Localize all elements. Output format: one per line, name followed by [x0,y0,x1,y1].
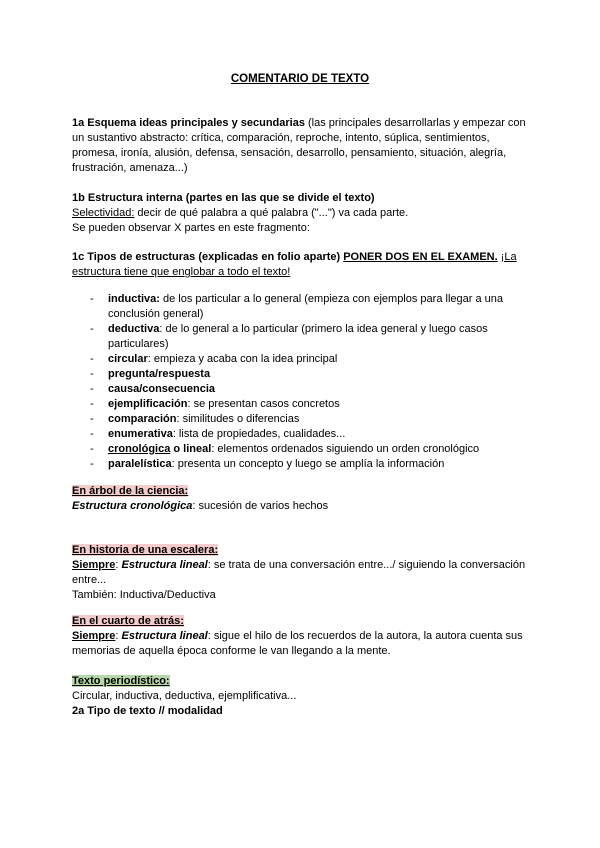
type-desc: : se presentan casos concretos [187,398,340,410]
section-1b [72,191,532,236]
selectividad-text: decir de qué palabra a qué palabra ("...") va cada parte. [134,207,409,219]
section-1a-heading: 1a Esquema ideas principales y secundarias [72,117,305,129]
cuarto-heading: En el cuarto de atrás: [72,615,184,627]
type-desc: : de lo general a lo particular (primero la idea general y luego casos particulares) [108,323,488,350]
type-term: pregunta/respuesta [108,368,211,380]
type-term: enumerativa [108,428,173,440]
section-1c-note: ¡La estructura tiene que englobar a todo el texto! [72,251,517,278]
periodistico-heading: Texto periodístico: [72,675,170,687]
escalera-tambien: También: Inductiva/Deductiva [72,589,216,601]
list-item: - paralelística: presenta un concepto y luego se amplía la información [90,458,445,470]
type-term: ejemplificación [108,398,188,410]
type-term-2: o lineal [170,443,212,455]
selectividad-label: Selectividad: [72,207,135,219]
section-1b-heading: 1b Estructura interna (partes en las que se divide el texto) [72,192,375,204]
colon: : [115,559,122,571]
colon: : [115,630,122,642]
section-2a-heading: 2a Tipo de texto // modalidad [72,705,223,717]
cuarto-label: Estructura lineal [121,630,208,642]
type-desc: : elementos ordenados siguiendo un orden cronológico [211,443,480,455]
type-desc: : similitudes o diferencias [176,413,300,425]
escalera-heading: En historia de una escalera: [72,544,219,556]
arbol-heading: En árbol de la ciencia: [72,485,189,497]
arbol-label: Estructura cronológica [72,500,193,512]
escalera-text: : se trata de una conversación entre.../ siguiendo la conversación entre... [72,559,526,586]
escalera-siempre: Siempre [72,559,116,571]
list-item: - deductiva: de lo general a lo particular (primero la idea general y luego casos particulares) [90,323,488,350]
section-cuarto [72,614,532,659]
type-desc: de los particular a lo general (empieza con ejemplos para llegar a una conclusión general) [108,293,503,320]
section-arbol [72,484,532,514]
section-1c [72,250,532,280]
arbol-text: : sucesión de varios hechos [192,500,329,512]
section-1b-selectividad [72,206,532,221]
type-term: deductiva [108,323,160,335]
list-item: - inductiva: de los particular a lo general (empieza con ejemplos para llegar a una conclusión general) [90,293,503,320]
type-desc: : lista de propiedades, cualidades... [172,428,346,440]
cuarto-siempre: Siempre [72,630,116,642]
type-desc: : presenta un concepto y luego se amplía la información [171,458,445,470]
list-item: - ejemplificación: se presentan casos concretos [90,398,340,410]
section-1b-line3: Se pueden observar X partes en este fragmento: [72,222,310,234]
type-term: circular [108,353,148,365]
type-term: paralelística [108,458,172,470]
section-1a-text: (las principales desarrollarlas y empezar con un sustantivo abstracto: crítica, comparación, reproche, intento, súplica, sentimientos, promesa, ironía, alusión, defensa, sensación, desarrollo, pensamiento, situación, alegría, frustración, amenaza...) [72,117,526,174]
type-term: causa/consecuencia [108,383,216,395]
structure-types-list [72,292,532,472]
periodistico-text: Circular, inductiva, deductiva, ejemplificativa... [72,690,297,702]
section-escalera [72,543,532,603]
section-periodistico [72,674,532,719]
section-1a [72,116,532,176]
type-term: cronológica [108,443,171,455]
page-title: COMENTARIO DE TEXTO [230,73,370,85]
type-term: inductiva: [108,293,160,305]
type-desc: : empieza y acaba con la idea principal [147,353,338,365]
list-item: - enumerativa: lista de propiedades, cualidades... [90,428,346,440]
exam-note: PONER DOS EN EL EXAMEN. [343,251,498,263]
list-item: - pregunta/respuesta [90,368,211,380]
section-1c-heading: 1c Tipos de estructuras (explicadas en folio aparte) [72,251,344,263]
type-term: comparación [108,413,177,425]
escalera-label: Estructura lineal [121,559,208,571]
list-item: - cronológica o lineal: elementos ordenados siguiendo un orden cronológico [90,443,480,455]
list-item: - circular: empieza y acaba con la idea principal [90,353,338,365]
list-item: - causa/consecuencia [90,383,216,395]
list-item: - comparación: similitudes o diferencias [90,413,300,425]
cuarto-text: : sigue el hilo de los recuerdos de la autora, la autora cuenta sus memorias de aquella época conforme le van llegando a la mente. [72,630,523,657]
